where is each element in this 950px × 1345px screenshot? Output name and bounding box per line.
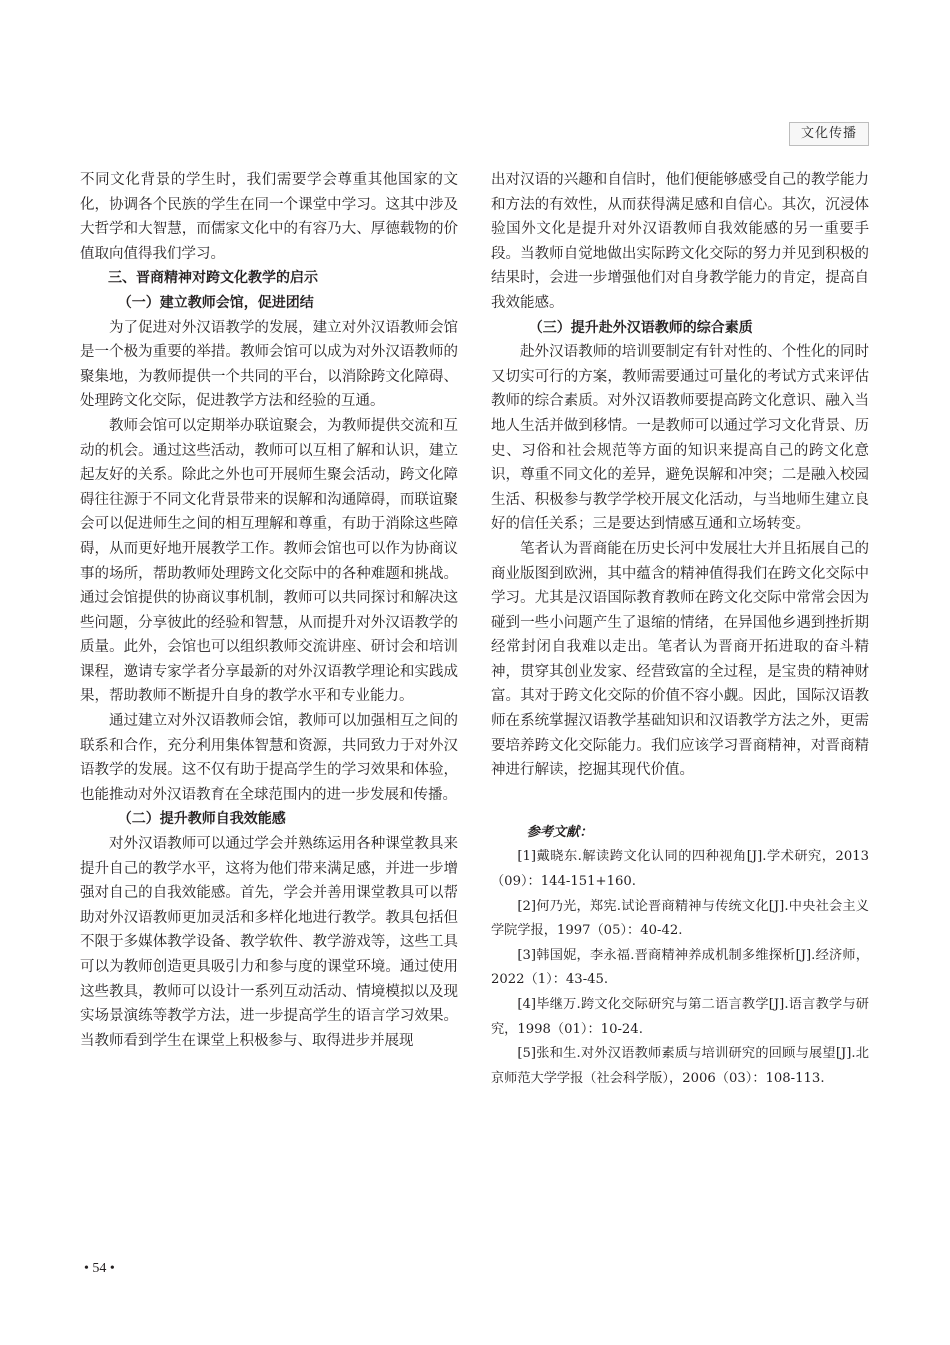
paragraph: 对外汉语教师可以通过学会并熟练运用各种课堂教具来提升自己的教学水平，这将为他们带来满足感，并进一步增强对自己的自我效能感。首先，学会并善用课堂教具可以帮助对外汉语教师更加灵活和多样化地进行教学。教具包括但不限于多媒体教学设备、教学软件、教学游戏等，这些工具可以为教师创造更具吸引力和参与度的课堂环境。通过使用这些教具，教师可以设计一系列互动活动、情境模拟以及现实场景演练等教学方法，进一步提高学生的语言学习效果。当教师看到学生在课堂上积极参与、取得进步并展现 bbox=[80, 836, 458, 1049]
page-number: • 54 • bbox=[84, 1261, 115, 1276]
section-heading: 三、晋商精神对跨文化教学的启示 bbox=[108, 270, 318, 287]
paragraph: 笔者认为晋商能在历史长河中发展壮大并且拓展自己的商业版图到欧洲，其中蕴含的精神值得我们在跨文化交际中学习。尤其是汉语国际教育教师在跨文化交际中常常会因为碰到一些小问题产生了退缩的情绪，在异国他乡遇到挫折期经常封闭自我难以走出。笔者认为晋商开拓进取的奋斗精神，贯穿其创业发家、经营致富的全过程，是宝贵的精神财富。其对于跨文化交际的价值不容小觑。因此，国际汉语教师在系统掌握汉语教学基础知识和汉语教学方法之外，更需要培养跨文化交际能力。我们应该学习晋商精神，对晋商精神进行解读，挖掘其现代价值。 bbox=[491, 540, 869, 779]
paragraph: 不同文化背景的学生时，我们需要学会尊重其他国家的文化，协调各个民族的学生在同一个课堂中学习。这其中涉及大哲学和大智慧，而儒家文化中的有容乃大、厚德载物的价值取向值得我们学习。 bbox=[80, 172, 458, 262]
paragraph: 教师会馆可以定期举办联谊聚会，为教师提供交流和互动的机会。通过这些活动，教师可以互相了解和认识，建立起友好的关系。除此之外也可开展师生聚会活动，跨文化障碍往往源于不同文化背景带来的误解和沟通障碍，而联谊聚会可以促进师生之间的相互理解和尊重，有助于消除这些障碍，从而更好地开展教学工作。教师会馆也可以作为协商议事的场所，帮助教师处理跨文化交际中的各种难题和挑战。通过会馆提供的协商议事机制，教师可以共同探讨和解决这些问题，分享彼此的经验和智慧，从而提升对外汉语教学的质量。此外，会馆也可以组织教师交流讲座、研讨会和培训课程，邀请专家学者分享最新的对外汉语教学理论和实践成果，帮助教师不断提升自身的教学水平和专业能力。 bbox=[80, 417, 458, 705]
reference-item: [4]毕继万.跨文化交际研究与第二语言教学[J].语言教学与研究，1998（01）：10-24. bbox=[491, 997, 869, 1037]
subsection-heading: （一）建立教师会馆，促进团结 bbox=[117, 294, 314, 311]
paragraph: 通过建立对外汉语教师会馆，教师可以加强相互之间的联系和合作，充分利用集体智慧和资源，共同致力于对外汉语教学的发展。这不仅有助于提高学生的学习效果和体验，也能推动对外汉语教育在全球范围内的进一步发展和传播。 bbox=[80, 713, 458, 803]
left-column bbox=[80, 168, 458, 1053]
section-tag: 文化传播 bbox=[789, 122, 869, 146]
subsection-heading: （二）提升教师自我效能感 bbox=[117, 811, 286, 828]
references-title: 参考文献： bbox=[526, 824, 593, 840]
reference-item: [5]张和生.对外汉语教师素质与培训研究的回顾与展望[J].北京师范大学学报（社会科学版），2006（03）：108-113. bbox=[491, 1046, 869, 1086]
references bbox=[491, 821, 869, 1092]
reference-item: [3]韩国妮，李永福.晋商精神养成机制多维探析[J].经济师，2022（1）：43-45. bbox=[491, 947, 869, 988]
reference-item: [1]戴晓东.解读跨文化认同的四种视角[J].学术研究，2013（09）：144-151+160. bbox=[491, 849, 869, 890]
subsection-heading: （三）提升赴外汉语教师的综合素质 bbox=[528, 319, 753, 336]
right-column bbox=[491, 168, 869, 1091]
reference-item: [2]何乃光，郑宪.试论晋商精神与传统文化[J].中央社会主义学院学报，1997（05）：40-42. bbox=[491, 898, 869, 939]
paragraph: 出对汉语的兴趣和自信时，他们便能够感受自己的教学能力和方法的有效性，从而获得满足感和自信心。其次，沉浸体验国外文化是提升对外汉语教师自我效能感的另一重要手段。当教师自觉地做出实际跨文化交际的努力并见到积极的结果时，会进一步增强他们对自身教学能力的肯定，提高自我效能感。 bbox=[491, 172, 869, 311]
paragraph: 为了促进对外汉语教学的发展，建立对外汉语教师会馆是一个极为重要的举措。教师会馆可以成为对外汉语教师的聚集地，为教师提供一个共同的平台，以消除跨文化障碍、处理跨文化交际，促进教学方法和经验的互通。 bbox=[80, 319, 458, 410]
paragraph: 赴外汉语教师的培训要制定有针对性的、个性化的同时又切实可行的方案，教师需要通过可量化的考试方式来评估教师的综合素质。对外汉语教师要提高跨文化意识、融入当地人生活并做到移情。一是教师可以通过学习文化背景、历史、习俗和社会规范等方面的知识来提高自己的跨文化意识，尊重不同文化的差异，避免误解和冲突；二是融入校园生活、积极参与教学学校开展文化活动，与当地师生建立良好的信任关系；三是要达到情感互通和立场转变。 bbox=[491, 344, 869, 533]
